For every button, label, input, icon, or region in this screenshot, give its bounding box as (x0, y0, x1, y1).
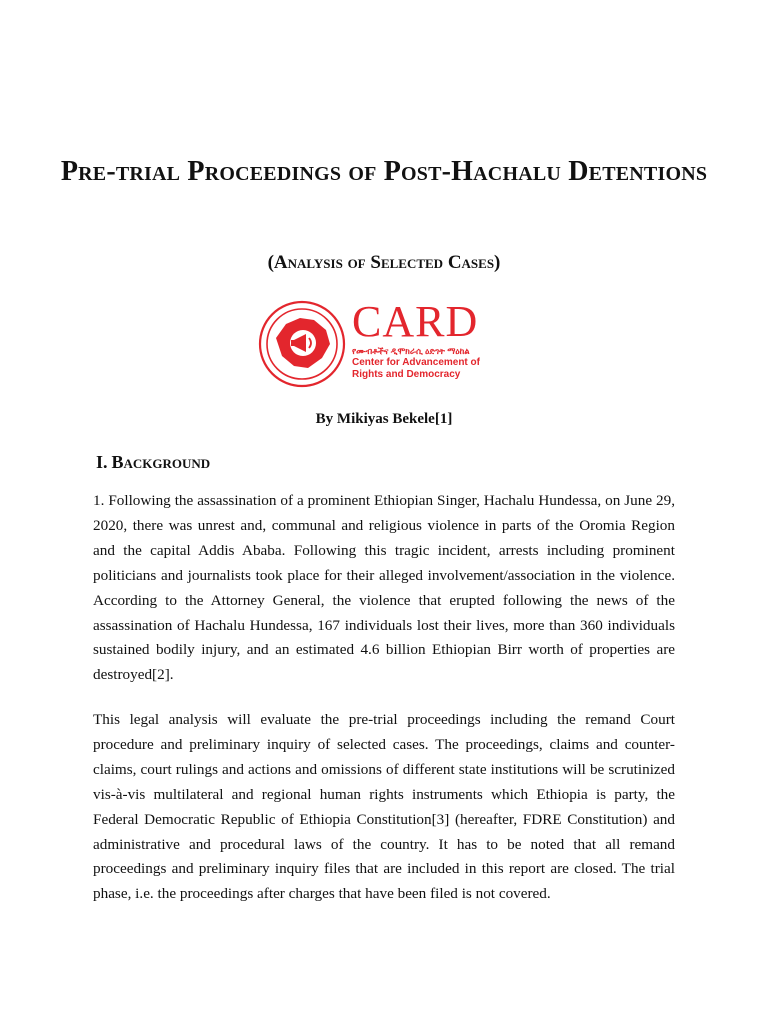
card-logo-line-1: Center for Advancement of (352, 357, 480, 368)
section-title: Background (111, 452, 211, 472)
body-paragraph-2: This legal analysis will evaluate the pre-trial proceedings including the remand Court procedure and preliminary inquiry of selected cases. The proceedings, claims and counter-claims, court rulings and actions and omissions of different state institutions will be scrutinized vis-à-vis multilateral and regional human rights instruments which Ethiopia is party, the Federal Democratic Republic of Ethiopia Constitution[3] (hereafter, FDRE Constitution) and administrative and procedural laws of the country. It has to be noted that all remand proceedings and preliminary inquiry files that are included in this report are closed. The trial phase, i.e. the proceedings after charges that have been filed is not covered. (93, 711, 675, 903)
body-paragraph-1: 1. Following the assassination of a prominent Ethiopian Singer, Hachalu Hundessa, on June 29, 2020, there was unrest and, communal and religious violence in parts of the Oromia Region and the capital Addis Ababa. Following this tragic incident, arrests including prominent politicians and journalists took place for their alleged involvement/association in the violence. According to the Attorney General, the violence that erupted following the news of the assassination of Hachalu Hundessa, 167 individuals lost their lives, more than 360 individuals sustained bodily injury, and an estimated 4.6 billion Ethiopian Birr worth of properties are destroyed[2]. (93, 492, 675, 684)
card-logo-wordmark: CARD (352, 297, 479, 346)
section-number: I. (96, 452, 108, 472)
card-logo-line-2: Rights and Democracy (352, 369, 461, 380)
section-heading (96, 452, 210, 473)
card-logo-text (352, 298, 512, 381)
card-logo-amharic: የሙብቶችና ዲሞክራሲ ዕድገት ማዕከል (352, 346, 470, 356)
card-logo (256, 298, 512, 390)
document-subtitle: (Analysis of Selected Cases) (267, 252, 501, 273)
author-byline: By Mikiyas Bekele[1] (315, 411, 453, 427)
card-logo-emblem-icon (256, 298, 348, 390)
document-title: Pre-trial Proceedings of Post-Hachalu Detentions (60, 156, 708, 187)
